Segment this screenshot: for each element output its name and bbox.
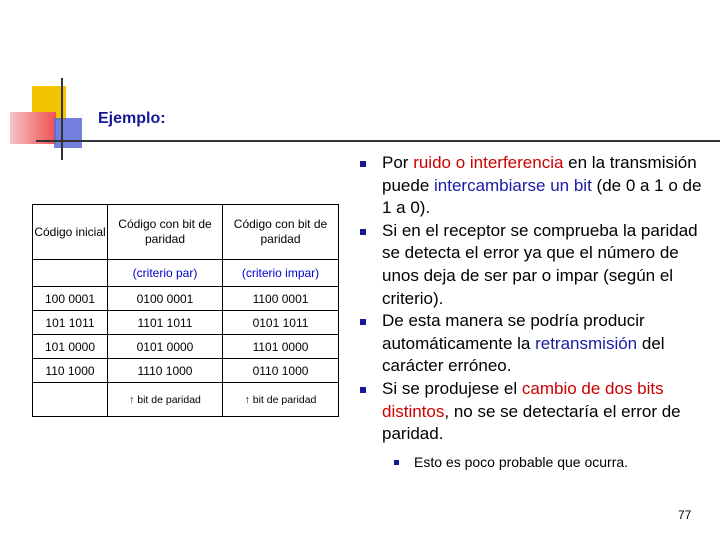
bullet-square-icon (360, 319, 366, 325)
header-even-parity: Código con bit de paridad (108, 205, 223, 260)
sub-bullet-item: Esto es poco probable que ocurra. (394, 454, 628, 470)
highlight-swap-bit: intercambiarse un bit (434, 175, 592, 195)
table-cell: 1100 0001 (223, 287, 339, 311)
table-row (33, 359, 339, 383)
bullet-item: Si en el receptor se comprueba la paridad se detecta el error ya que el número de unos deja de ser par o impar (según el criterio). (360, 220, 712, 310)
page-number: 77 (678, 508, 692, 522)
parity-bit-note: ↑ bit de paridad (108, 383, 223, 417)
criteria-even: (criterio par) (108, 260, 223, 287)
title-rule (36, 140, 720, 142)
footer-cell-empty (33, 383, 108, 417)
table-cell: 0101 0000 (108, 335, 223, 359)
table-cell: 0101 1011 (223, 311, 339, 335)
table-cell: 101 0000 (33, 335, 108, 359)
highlight-noise: ruido o interferencia (413, 153, 564, 172)
bullet-square-icon (360, 387, 366, 393)
bullet-item: De esta manera se podría producir automáticamente la retransmisión del carácter erróneo. (360, 310, 712, 378)
bullet-square-icon (360, 161, 366, 167)
table-cell: 100 0001 (33, 287, 108, 311)
header-odd-parity: Código con bit de paridad (223, 205, 339, 260)
bullet-list (360, 152, 712, 446)
parity-bit-note: ↑ bit de paridad (223, 383, 339, 417)
decor-blue-square (54, 118, 82, 148)
slide-title: Ejemplo: (98, 110, 166, 127)
header-initial-code: Código inicial (33, 205, 108, 260)
bullet-item: Por ruido o interferencia en la transmisión puede intercambiarse un bit (de 0 a 1 o de 1 a 0). (360, 152, 712, 220)
bullet-square-icon (360, 229, 366, 235)
bullet-item: Si se produjese el cambio de dos bits distintos, no se se detectaría el error de paridad. (360, 378, 712, 446)
table-cell: 101 1011 (33, 311, 108, 335)
table-cell: 1101 0000 (223, 335, 339, 359)
table-row (33, 311, 339, 335)
criteria-cell-empty (33, 260, 108, 287)
decor-vertical-line (61, 78, 63, 160)
table-cell: 0110 1000 (223, 359, 339, 383)
table-cell: 1101 1011 (108, 311, 223, 335)
criteria-odd: (criterio impar) (223, 260, 339, 287)
table-row (33, 287, 339, 311)
highlight-two-bits: cambio de dos bits distintos (382, 378, 664, 421)
table-row (33, 335, 339, 359)
table-cell: 1110 1000 (108, 359, 223, 383)
bullet-square-icon (394, 460, 399, 465)
highlight-retransmission: retransmisión (535, 333, 638, 353)
table-cell: 110 1000 (33, 359, 108, 383)
table-cell: 0100 0001 (108, 287, 223, 311)
parity-table (32, 204, 339, 417)
